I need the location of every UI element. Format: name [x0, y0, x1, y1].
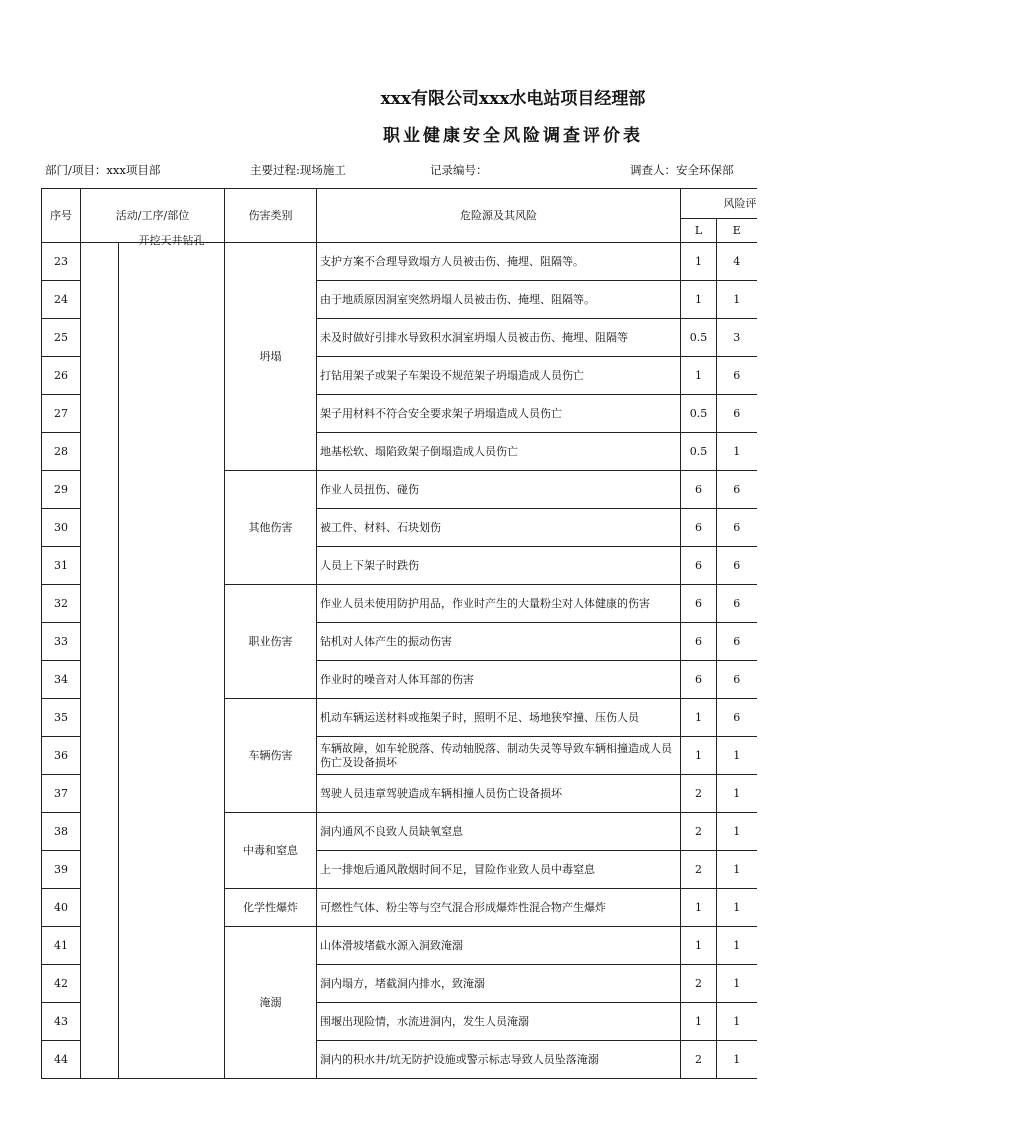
row-no: 26	[42, 357, 81, 395]
row-no: 23	[42, 243, 81, 281]
value-E: 1	[717, 813, 757, 851]
value-E: 6	[717, 471, 757, 509]
row-no: 36	[42, 737, 81, 775]
hazard-risk: 人员上下架子时跌伤	[317, 547, 681, 585]
value-E: 6	[717, 357, 757, 395]
company-title: xxx有限公司xxx水电站项目经理部	[380, 89, 646, 109]
value-L: 1	[681, 357, 717, 395]
investigator: 调查人：安全环保部	[630, 163, 734, 177]
header-harm: 伤害类别	[225, 189, 317, 243]
risk-table	[41, 188, 757, 1079]
value-L: 1	[681, 737, 717, 775]
hazard-risk: 作业人员未使用防护用品，作业时产生的大量粉尘对人体健康的伤害	[317, 585, 681, 623]
activity-text: 开挖天井钻孔	[138, 234, 205, 247]
hazard-risk: 架子用材料不符合安全要求架子坍塌造成人员伤亡	[317, 395, 681, 433]
hazard-risk: 洞内的积水井/坑无防护设施或警示标志导致人员坠落淹溺	[317, 1041, 681, 1079]
value-L: 0.5	[681, 319, 717, 357]
form-title: 职业健康安全风险调查评价表	[383, 126, 643, 146]
row-no: 35	[42, 699, 81, 737]
row-no: 29	[42, 471, 81, 509]
value-E: 6	[717, 623, 757, 661]
value-E: 6	[717, 585, 757, 623]
value-L: 0.5	[681, 433, 717, 471]
hazard-risk: 支护方案不合理导致塌方人员被击伤、掩埋、阻隔等。	[317, 243, 681, 281]
activity-cell	[119, 234, 225, 1079]
hazard-risk: 驾驶人员违章驾驶造成车辆相撞人员伤亡设备损坏	[317, 775, 681, 813]
hazard-risk: 未及时做好引排水导致积水洞室坍塌人员被击伤、掩埋、阻隔等	[317, 319, 681, 357]
hazard-risk: 洞内塌方，堵截洞内排水，致淹溺	[317, 965, 681, 1003]
value-E: 4	[717, 243, 757, 281]
value-L: 6	[681, 623, 717, 661]
value-E: 1	[717, 737, 757, 775]
hazard-risk: 车辆故障，如车轮脱落、传动轴脱落、制动失灵等导致车辆相撞造成人员伤亡及设备损坏	[317, 737, 681, 775]
value-E: 6	[717, 699, 757, 737]
value-L: 6	[681, 509, 717, 547]
value-L: 6	[681, 585, 717, 623]
hazard-risk: 由于地质原因洞室突然坍塌人员被击伤、掩埋、阻隔等。	[317, 281, 681, 319]
value-L: 6	[681, 547, 717, 585]
value-E: 1	[717, 889, 757, 927]
value-L: 0.5	[681, 395, 717, 433]
value-L: 1	[681, 281, 717, 319]
value-E: 1	[717, 851, 757, 889]
header-L: L	[681, 219, 717, 243]
value-E: 6	[717, 547, 757, 585]
department: 部门/项目：xxx项目部	[45, 163, 161, 177]
main-process: 主要过程:现场施工	[250, 163, 346, 177]
value-E: 1	[717, 927, 757, 965]
harm-category: 化学性爆炸	[225, 889, 317, 927]
value-L: 2	[681, 813, 717, 851]
value-L: 2	[681, 965, 717, 1003]
row-no: 42	[42, 965, 81, 1003]
value-E: 6	[717, 661, 757, 699]
header-activity: 活动/工序/部位	[81, 189, 225, 243]
hazard-risk: 围堰出现险情，水流进洞内，发生人员淹溺	[317, 1003, 681, 1041]
row-no: 24	[42, 281, 81, 319]
row-no: 40	[42, 889, 81, 927]
hazard-risk: 洞内通风不良致人员缺氧窒息	[317, 813, 681, 851]
value-E: 1	[717, 965, 757, 1003]
row-no: 25	[42, 319, 81, 357]
value-L: 2	[681, 775, 717, 813]
value-E: 1	[717, 433, 757, 471]
harm-category: 中毒和窒息	[225, 813, 317, 889]
value-L: 1	[681, 699, 717, 737]
value-L: 6	[681, 471, 717, 509]
row-no: 32	[42, 585, 81, 623]
hazard-risk: 山体滑坡堵截水源入洞致淹溺	[317, 927, 681, 965]
value-E: 1	[717, 1041, 757, 1079]
value-E: 6	[717, 395, 757, 433]
value-E: 1	[717, 281, 757, 319]
row-no: 37	[42, 775, 81, 813]
activity-blank	[81, 243, 119, 1079]
row-no: 43	[42, 1003, 81, 1041]
value-E: 1	[717, 775, 757, 813]
hazard-risk: 地基松软、塌陷致架子倒塌造成人员伤亡	[317, 433, 681, 471]
row-no: 30	[42, 509, 81, 547]
row-no: 41	[42, 927, 81, 965]
hazard-risk: 机动车辆运送材料或拖架子时，照明不足、场地狭窄撞、压伤人员	[317, 699, 681, 737]
value-L: 1	[681, 927, 717, 965]
hazard-risk: 上一排炮后通风散烟时间不足，冒险作业致人员中毒窒息	[317, 851, 681, 889]
row-no: 27	[42, 395, 81, 433]
harm-category: 坍塌	[225, 243, 317, 471]
hazard-risk: 被工件、材料、石块划伤	[317, 509, 681, 547]
row-no: 44	[42, 1041, 81, 1079]
value-L: 6	[681, 661, 717, 699]
value-L: 2	[681, 1041, 717, 1079]
hazard-risk: 打钻用架子或架子车架设不规范架子坍塌造成人员伤亡	[317, 357, 681, 395]
harm-category: 职业伤害	[225, 585, 317, 699]
row-no: 33	[42, 623, 81, 661]
harm-category: 车辆伤害	[225, 699, 317, 813]
header-risk: 危险源及其风险	[317, 189, 681, 243]
value-E: 1	[717, 1003, 757, 1041]
header-eval: 风险评	[681, 189, 757, 219]
hazard-risk: 作业时的噪音对人体耳部的伤害	[317, 661, 681, 699]
header-no: 序号	[42, 189, 81, 243]
record-number: 记录编号：	[430, 163, 488, 177]
row-no: 28	[42, 433, 81, 471]
value-L: 2	[681, 851, 717, 889]
value-L: 1	[681, 1003, 717, 1041]
hazard-risk: 钻机对人体产生的振动伤害	[317, 623, 681, 661]
harm-category: 淹溺	[225, 927, 317, 1079]
row-no: 31	[42, 547, 81, 585]
value-L: 1	[681, 243, 717, 281]
row-no: 39	[42, 851, 81, 889]
value-E: 6	[717, 509, 757, 547]
hazard-risk: 可燃性气体、粉尘等与空气混合形成爆炸性混合物产生爆炸	[317, 889, 681, 927]
table-row	[42, 243, 757, 281]
harm-category: 其他伤害	[225, 471, 317, 585]
row-no: 38	[42, 813, 81, 851]
row-no: 34	[42, 661, 81, 699]
header-E: E	[717, 219, 757, 243]
value-E: 3	[717, 319, 757, 357]
hazard-risk: 作业人员扭伤、碰伤	[317, 471, 681, 509]
value-L: 1	[681, 889, 717, 927]
